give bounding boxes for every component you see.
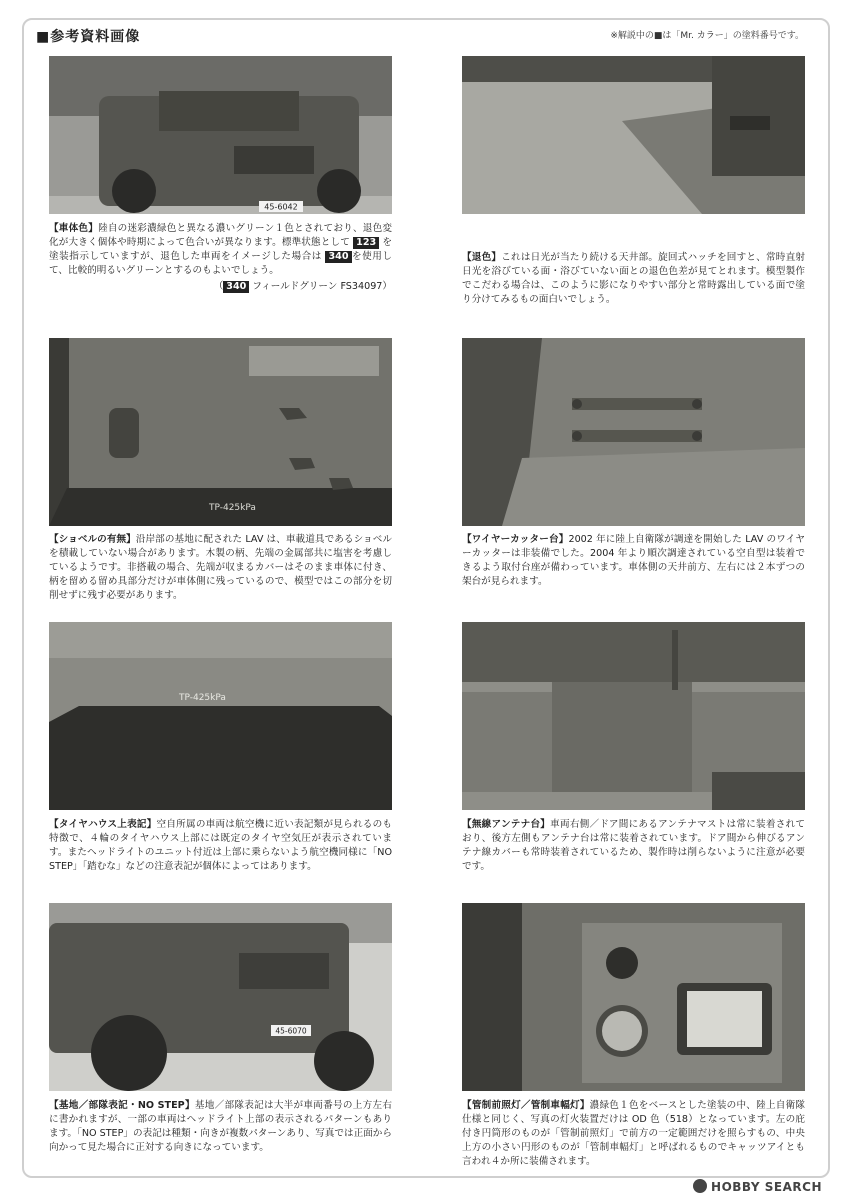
caption-vehicle-color: 【車体色】陸自の迷彩濃緑色と異なる濃いグリーン１色とされており、退色変化が大きく個体や時期によって色合いが異なります。標準状態として 123 を塗装指示していますが、退色した車両をイメージした場合は 340 を使用して、比較的明るいグリーンとするのもよいでしょう。 （ 340 フィールドグリーン FS34097）: [49, 223, 392, 292]
hobby-search-logo-icon: [693, 1179, 707, 1193]
photo-vehicle-front: [49, 56, 392, 214]
plate-number: 45-6070: [275, 1026, 307, 1036]
tire-pressure-marking: TP-425kPa: [179, 693, 226, 703]
paint-reference: （ 340 フィールドグリーン FS34097）: [213, 281, 392, 292]
paint-chip: 340: [325, 251, 351, 263]
caption-heading: 【退色】: [462, 252, 502, 263]
watermark: HOBBY SEARCH: [693, 1179, 822, 1194]
caption-tire-house: 【タイヤハウス上表記】空自所属の車両は航空機に近い表記類が見られるのも特徴で、４輪のタイヤハウス上部には既定のタイヤ空気圧が表示されています。またヘッドライトのユニット付近は上部に乗らないよう航空機同様に「NO STEP」「踏むな」などの注意表記が個体によってはあります。: [49, 819, 392, 872]
caption-heading: 【車体色】: [49, 223, 99, 234]
photo-tire-house-marking: [49, 622, 392, 810]
caption-heading: 【ワイヤーカッター台】: [462, 534, 569, 545]
caption-wire-cutter: 【ワイヤーカッター台】2002 年に陸上自衛隊が調達を開始した LAV のワイヤーカッターは非装備でした。2004 年より順次調達されている空自型は装着できるよう取付台座が備わっています。車体側の天井前方、左右には２本ずつの架台が見られます。: [462, 534, 805, 587]
photo-shovel-mount: [49, 338, 392, 526]
caption-lights: 【管制前照灯／管制車幅灯】濃緑色１色をベースとした塗装の中、陸上自衛隊仕様と同じく、写真の灯火装置だけは OD 色（518）となっています。左の庇付き円筒形のものが「管制前照灯」で前方の一定範囲だけを照らすもの、中央上方の小さい円形のものが「管制車幅灯」と呼ばれるものでキャッツアイとも言われ４か所に装備されます。: [462, 1100, 806, 1167]
page-title: ■参考資料画像: [36, 29, 141, 45]
caption-antenna: 【無線アンテナ台】車両右側／ドア間にあるアンテナマストは常に装着されており、後方左側もアンテナ台は常に装着されています。ドア間から伸びるアンテナ線カバーも常時装着されているため、製作時は削らないように注意が必要です。: [462, 819, 805, 872]
caption-shovel: 【ショベルの有無】沿岸部の基地に配された LAV は、車載道具であるショベルを積載していない場合があります。木製の柄、先端の金属部共に塩害を考慮しているようです。非搭載の場合、先端が収まるカバーはそのまま車体に付き、柄を留める留め具部分だけが車体側に残っているので、模型ではこの部分を切削せずに残す必要があります。: [49, 534, 392, 601]
photo-antenna-mount: [462, 622, 805, 810]
tire-pressure-marking: TP-425kPa: [209, 503, 256, 513]
paint-note: ※解説中の■は「Mr. カラー」の塗料番号です。: [610, 31, 804, 41]
photo-wire-cutter-base: [462, 338, 805, 526]
caption-heading: 【無線アンテナ台】: [462, 819, 551, 830]
photo-blackout-lights: [462, 903, 805, 1091]
caption-heading: 【タイヤハウス上表記】: [49, 819, 157, 830]
plate-number: 45-6042: [264, 202, 298, 212]
caption-heading: 【管制前照灯／管制車幅灯】: [462, 1100, 590, 1111]
caption-base-marking: 【基地／部隊表記・NO STEP】基地／部隊表記は大半が車両番号の上方左右に書かれますが、一部の車両はヘッドライト上部の表示されるパターンもあります。「NO STEP」の表記は種類・向きが複数パターンあり、写真では正面から向かって見た場合に正対する向きになっています。: [49, 1100, 392, 1153]
photo-roof-fading: [462, 56, 805, 214]
paint-chip: 123: [353, 237, 379, 249]
caption-heading: 【基地／部隊表記・NO STEP】: [49, 1100, 195, 1111]
paint-chip: 340: [223, 281, 249, 293]
photo-vehicle-no-step: [49, 903, 392, 1091]
caption-fading: 【退色】これは日光が当たり続ける天井部。旋回式ハッチを回すと、常時直射日光を浴びている面・浴びていない面との退色色差が見てとれます。模型製作でこだわる場合は、このように影になりやすい部分と常時露出している面で塗り分けてみるもの面白いでしょう。: [462, 252, 806, 305]
caption-heading: 【ショベルの有無】: [49, 534, 136, 545]
